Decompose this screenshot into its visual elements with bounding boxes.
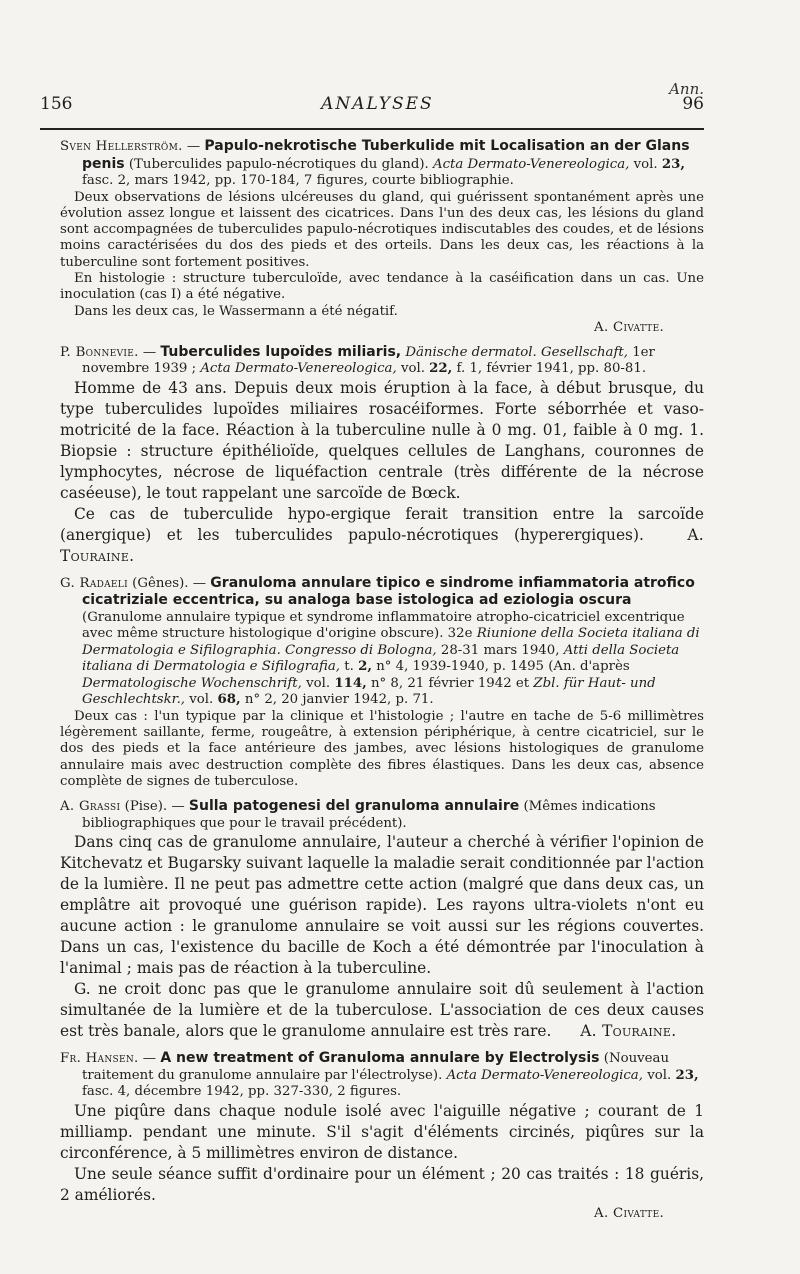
journal: Acta Dermato-Venereologica, — [200, 361, 397, 377]
signature: A. Touraine. — [580, 1022, 677, 1041]
paragraph: Dans cinq cas de granulome annulaire, l'auteur a cherché à vérifier l'opinion de Kitchevatz et Bugarsky suivant laquelle la maladie serait conditionnée par l'action de la lumière. Il ne peut pas admettre cette action (malgré que dans deux cas, un emplâtre ait provoqué une guérison rapide). Les rayons ultra-violets n'ont eu aucune action : le granulome annulaire se voit aussi sur les régions couvertes. Dans un cas, l'existence du bacille de Koch a été démontrée par l'inoculation à l'animal ; mais pas de réaction à la tuberculine. — [60, 833, 704, 978]
place: (Pise). — [124, 799, 168, 815]
page-number-left: 156 — [40, 94, 73, 114]
article-heading: A. Grassi (Pise). — Sulla patogenesi del granuloma annulaire (Mêmes indications bibliographiques que pour le travail précédent). — [60, 798, 656, 831]
citation: n° 2, 20 janvier 1942, p. 71. — [244, 692, 434, 708]
place: (Gênes). — [132, 575, 189, 591]
journal: Dermatologische Wochenschrift, — [82, 675, 302, 691]
section-title: ANALYSES — [321, 94, 434, 114]
citation: 28-31 mars 1940, — [440, 642, 560, 658]
citation: vol. — [306, 675, 331, 691]
citation: t. — [344, 659, 354, 675]
journal: Riunione della Societa italiana di Dermatologia e Sifilographia. Congresso di Bologna, — [82, 626, 700, 658]
article-title: A new treatment of Granuloma annulare by Electrolysis — [160, 1050, 600, 1067]
author: A. Grassi — [60, 799, 121, 815]
paragraph: Ce cas de tuberculide hypo-ergique ferait transition entre la sarcoïde (anergique) et les tuberculides papulo-nécrotiques (hyperergiques). A. Touraine. — [60, 504, 704, 565]
signature: A. Civatte. — [594, 319, 664, 335]
citation: (Granulome annulaire typique et syndrome inflammatoire atropho-cicatriciel excentrique avec même structure histologique d'origine obscure). 32e — [82, 609, 685, 642]
article-hansen — [60, 1050, 704, 1222]
article-heading: Sven Hellerström. — Papulo-nekrotische Tuberkulide mit Localisation an der Glans penis (Tuberculides papulo-nécrotiques du gland). Acta Dermato-Venereologica, vol. 23, fasc. 2, mars 1942, pp. 170-184, 7 figures, courte bibliographie. — [60, 138, 690, 188]
paragraph: Une piqûre dans chaque nodule isolé avec l'aiguille négative ; courant de 1 milliamp. pendant une minute. S'il s'agit d'éléments circinés, piqûres sur la circonférence, à 5 millimètres environ de distance. — [60, 1101, 704, 1162]
paragraph: G. ne croit donc pas que le granulome annulaire soit dû seulement à l'action simultanée de la lumière et de la tuberculose. L'association de ces deux causes est très banale, alors que le granulome annulaire est très rare. A. Touraine. — [60, 980, 704, 1041]
volume: 68, — [217, 692, 241, 708]
signature: A. Touraine. — [60, 525, 704, 565]
article-heading: P. Bonnevie. — Tuberculides lupoïdes miliaris, Dänische dermatol. Gesellschaft, 1er novembre 1939 ; Acta Dermato-Venereologica, vol. 22, f. 1, février 1941, pp. 80-81. — [60, 343, 655, 377]
journal: Acta Dermato-Venereologica, — [446, 1067, 643, 1083]
article-title: Tuberculides lupoïdes miliaris, — [160, 343, 402, 360]
volume: 114, — [334, 675, 367, 691]
volume: 23, — [661, 156, 685, 172]
journal: Dänische dermatol. Gesellschaft, — [405, 344, 628, 360]
header-rule — [40, 128, 704, 130]
running-header — [40, 94, 704, 120]
citation: vol. — [400, 361, 425, 377]
citation: (Tuberculides papulo-nécrotiques du gland). — [128, 156, 429, 172]
citation: (Mêmes indications bibliographiques que pour le travail précédent). — [82, 799, 656, 831]
author: P. Bonnevie. — [60, 344, 139, 360]
paragraph: Dans les deux cas, le Wassermann a été négatif. — [74, 303, 398, 319]
article-title: Sulla patogenesi del granuloma annulaire — [188, 798, 520, 815]
paragraph: Deux cas : l'un typique par la clinique et l'histologie ; l'autre en tache de 5-6 millimètres légèrement saillante, ferme, rougeâtre, à extension périphérique, à centre cicatriciel, sur le dos des pieds et la face antérieure des jambes, avec lésions histologiques de granulome annulaire mais avec destruction complète des fibres élastiques. Dans les deux cas, absence complète de signes de tuberculose. — [60, 708, 704, 790]
volume: 23, — [675, 1067, 699, 1083]
article-grassi — [60, 798, 704, 1042]
citation: fasc. 4, décembre 1942, pp. 327-330, 2 figures. — [82, 1084, 402, 1100]
paragraph: Une seule séance suffit d'ordinaire pour un élément ; 20 cas traités : 18 guéris, 2 améliorés. — [60, 1164, 704, 1204]
journal: Atti della Societa italiana di Dermatologia e Sifilografia, — [82, 642, 680, 675]
paragraph: En histologie : structure tuberculoïde, avec tendance à la caséification dans un cas. Une inoculation (cas I) a été négative. — [60, 270, 704, 303]
citation: f. 1, février 1941, pp. 80-81. — [456, 361, 647, 377]
article-bonnevie — [60, 344, 704, 567]
author: Fr. Hansen. — [60, 1051, 139, 1067]
volume: 2, — [358, 659, 372, 675]
article-hellerstrom — [60, 138, 704, 336]
paragraph: Deux observations de lésions ulcéreuses du gland, qui guérissent spontanément après une évolution assez longue et laissent des cicatrices. Dans l'un des deux cas, les lésions du gland sont accompagnées de tuberculides papulo-nécrotiques indiscutables des coudes, et de lésions moins caractérisées du dos des pieds et des orteils. Dans les deux cas, les réactions à la tuberculine sont fortement positives. — [60, 189, 704, 270]
citation: vol. — [647, 1067, 672, 1083]
volume: 22, — [429, 361, 453, 377]
article-radaeli — [60, 575, 704, 790]
author: Sven Hellerström. — [60, 139, 183, 154]
citation: n° 4, 1939-1940, p. 1495 (An. d'après — [376, 659, 630, 675]
content — [60, 138, 704, 1230]
article-title: Granuloma annulare tipico e sindrome infiammatoria atrofico cicatriziale eccentrica, su analoga base istologica ad eziologia oscura — [82, 574, 695, 609]
article-title: Papulo-nekrotische Tuberkulide mit Localisation an der Glans penis — [82, 138, 690, 172]
paragraph: Homme de 43 ans. Depuis deux mois éruption à la face, à début brusque, du type tuberculides lupoïdes miliaires rosacéiformes. Forte séborrhée et vaso-motricité de la face. Réaction à la tuberculine nulle à 0 mg. 01, faible à 0 mg. 1. Biopsie : structure épithélioïde, quelques cellules de Langhans, couronnes de lymphocytes, nécrose de liquéfaction centrale (très différente de la nécrose caséeuse), le tout rappelant une sarcoïde de Bœck. — [60, 378, 704, 502]
signature: A. Civatte. — [594, 1205, 664, 1221]
page-number-right: 96 — [682, 94, 704, 114]
citation: n° 8, 21 février 1942 et — [370, 675, 530, 691]
citation: fasc. 2, mars 1942, pp. 170-184, 7 figures, courte bibliographie. — [82, 173, 514, 188]
citation: vol. — [189, 692, 214, 708]
citation: 1er novembre 1939 ; — [82, 344, 655, 377]
annotation-label: Ann. — [669, 80, 704, 98]
journal: Acta Dermato-Venereologica, — [432, 156, 630, 172]
citation: vol. — [633, 156, 658, 172]
article-heading: Fr. Hansen. — A new treatment of Granuloma annulare by Electrolysis (Nouveau traitement du granulome annulaire par l'électrolyse). Acta Dermato-Venereologica, vol. 23, fasc. 4, décembre 1942, pp. 327-330, 2 figures. — [60, 1050, 699, 1100]
citation: (Nouveau traitement du granulome annulaire par l'électrolyse). — [82, 1051, 670, 1083]
author: G. Radaeli — [60, 575, 128, 591]
journal: Zbl. für Haut- und Geschlechtskr., — [82, 675, 656, 708]
article-heading: G. Radaeli (Gênes). — Granuloma annulare tipico e sindrome infiammatoria atrofico cicatriziale eccentrica, su analoga base istologica ad eziologia oscura (Granulome annulaire typique et syndrome inflammatoire atropho-cicatriciel excentrique avec même structure histologique d'origine obscure). 32e Riunione della Societa italiana di Dermatologia e Sifilographia. Congresso di Bologna, 28-31 mars 1940, Atti della Societa italiana di Dermatologia e Sifilografia, t. 2, n° 4, 1939-1940, p. 1495 (An. d'après Dermatologische Wochenschrift, vol. 114, n° 8, 21 février 1942 et Zbl. für Haut- und Geschlechtskr., vol. 68, n° 2, 20 janvier 1942, p. 71. — [60, 574, 700, 708]
